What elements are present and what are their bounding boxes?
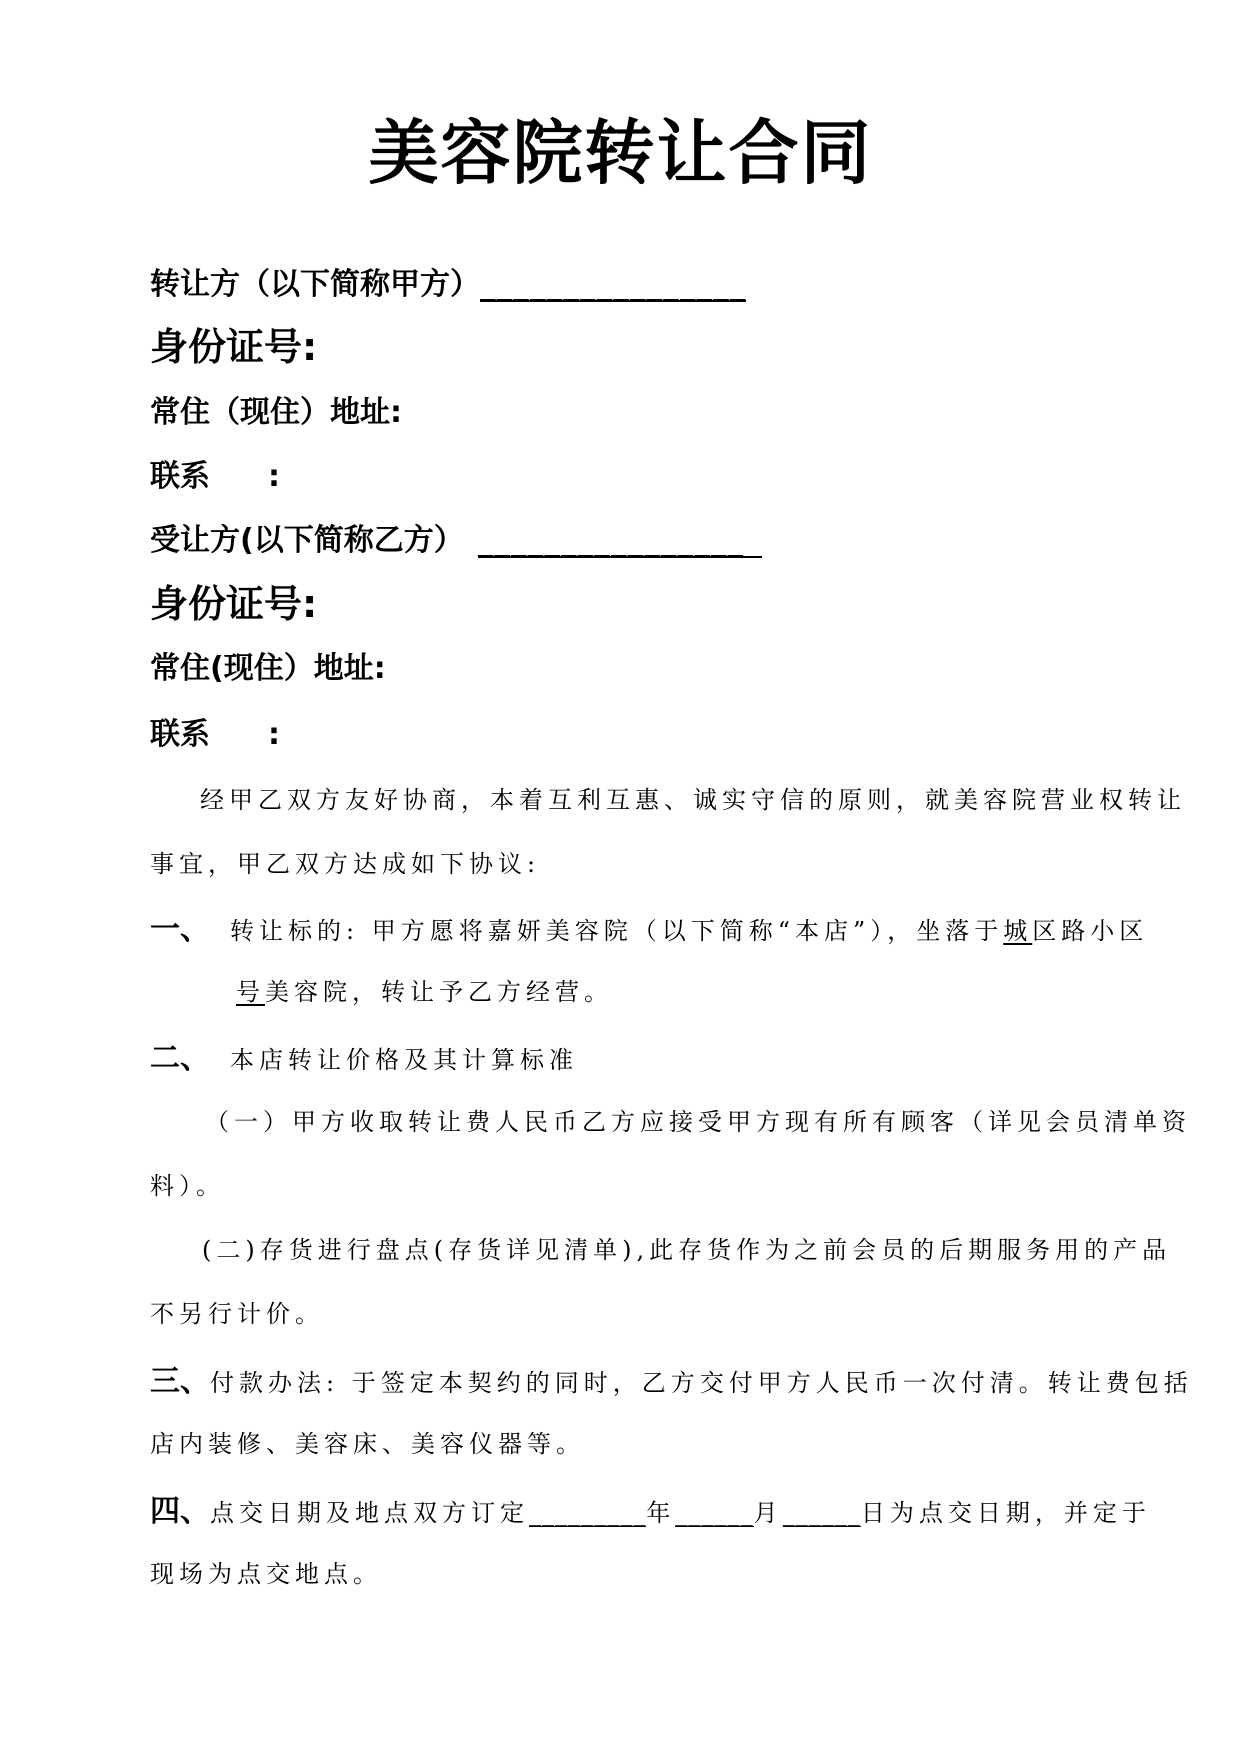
- clause-4-number: 四、: [150, 1494, 210, 1529]
- intro-line-1: 经甲乙双方友好协商，本着互利互惠、诚实守信的原则，就美容院营业权转让: [200, 786, 1186, 814]
- clause-1-line-2-text: 美容院，转让予乙方经营。: [265, 978, 613, 1006]
- transferor-id-label: 身份证号:: [150, 325, 318, 369]
- clause-2-heading-line: [150, 1041, 578, 1076]
- document-title: 美容院转让合同: [368, 112, 873, 194]
- clause-1-text-a: 转让标的: 甲方愿将嘉妍美容院（以下简称“本店”），坐落于: [230, 917, 1004, 945]
- transferee-id-label: 身份证号:: [150, 582, 318, 626]
- transferee-contact-line: [150, 717, 280, 752]
- clause-3-line-1-text: 付款办法: 于签定本契约的同时，乙方交付甲方人民币一次付清。转让费包括: [210, 1369, 1193, 1397]
- transferor-contact-label: 联系: [150, 459, 210, 494]
- transferor-line: [150, 267, 747, 302]
- transferor-name-blank: ________________: [480, 271, 747, 301]
- clause-2-item-1-line-1: （一）甲方收取转让费人民币乙方应接受甲方现有所有顾客（详见会员清单资: [205, 1108, 1191, 1136]
- clause-1-line-1: [150, 912, 1149, 947]
- clause-4-month: 月: [753, 1499, 783, 1527]
- intro-line-2: 事宜，甲乙双方达成如下协议:: [150, 850, 541, 878]
- transferee-name-blank: ________________: [478, 529, 762, 558]
- clause-2-number: 二、: [150, 1041, 210, 1076]
- clause-2-item-2-line-1: (二)存货进行盘点(存货详见清单),此存货作为之前会员的后期服务用的产品: [202, 1236, 1172, 1264]
- transferee-address-label: 常住(现住）地址:: [150, 651, 386, 686]
- clause-1-text-b: 区路小区: [1032, 917, 1149, 945]
- transferor-address-label: 常住（现住）地址:: [150, 395, 402, 430]
- transferee-label: 受让方(以下简称乙方）: [150, 523, 464, 558]
- clause-4-month-blank: ______: [675, 1502, 754, 1526]
- transferor-label: 转让方（以下简称甲方）: [150, 267, 480, 302]
- clause-3-number: 三、: [150, 1364, 210, 1399]
- clause-1-line-2: [236, 980, 613, 1004]
- clause-2-item-2-line-2: 不另行计价。: [150, 1300, 324, 1328]
- clause-1-number: 一、: [150, 912, 210, 947]
- clause-3-line-1: [150, 1364, 1193, 1399]
- clause-3-line-2: 店内装修、美容床、美容仪器等。: [150, 1430, 585, 1458]
- transferor-contact-line: [150, 459, 280, 494]
- clause-4-year: 年: [646, 1499, 676, 1527]
- clause-4-line-1: [150, 1494, 1151, 1529]
- transferee-contact-colon: :: [268, 717, 280, 752]
- transferor-contact-colon: :: [268, 459, 280, 494]
- transferee-contact-label: 联系: [150, 717, 210, 752]
- clause-2-heading: 本店转让价格及其计算标准: [230, 1046, 578, 1074]
- clause-4-day-blank: ______: [782, 1502, 861, 1526]
- clause-4-year-blank: _________: [529, 1502, 647, 1526]
- clause-4-text-b: 日为点交日期，并定于: [860, 1499, 1151, 1527]
- clause-1-underlined-city: 城: [1003, 917, 1033, 945]
- clause-2-item-1-line-2: 料）。: [150, 1172, 225, 1200]
- clause-1-underlined-number: 号: [236, 978, 265, 1006]
- transferee-line: [150, 523, 762, 558]
- clause-4-line-2: 现场为点交地点。: [150, 1560, 382, 1588]
- clause-4-text-a: 点交日期及地点双方订定: [210, 1499, 529, 1527]
